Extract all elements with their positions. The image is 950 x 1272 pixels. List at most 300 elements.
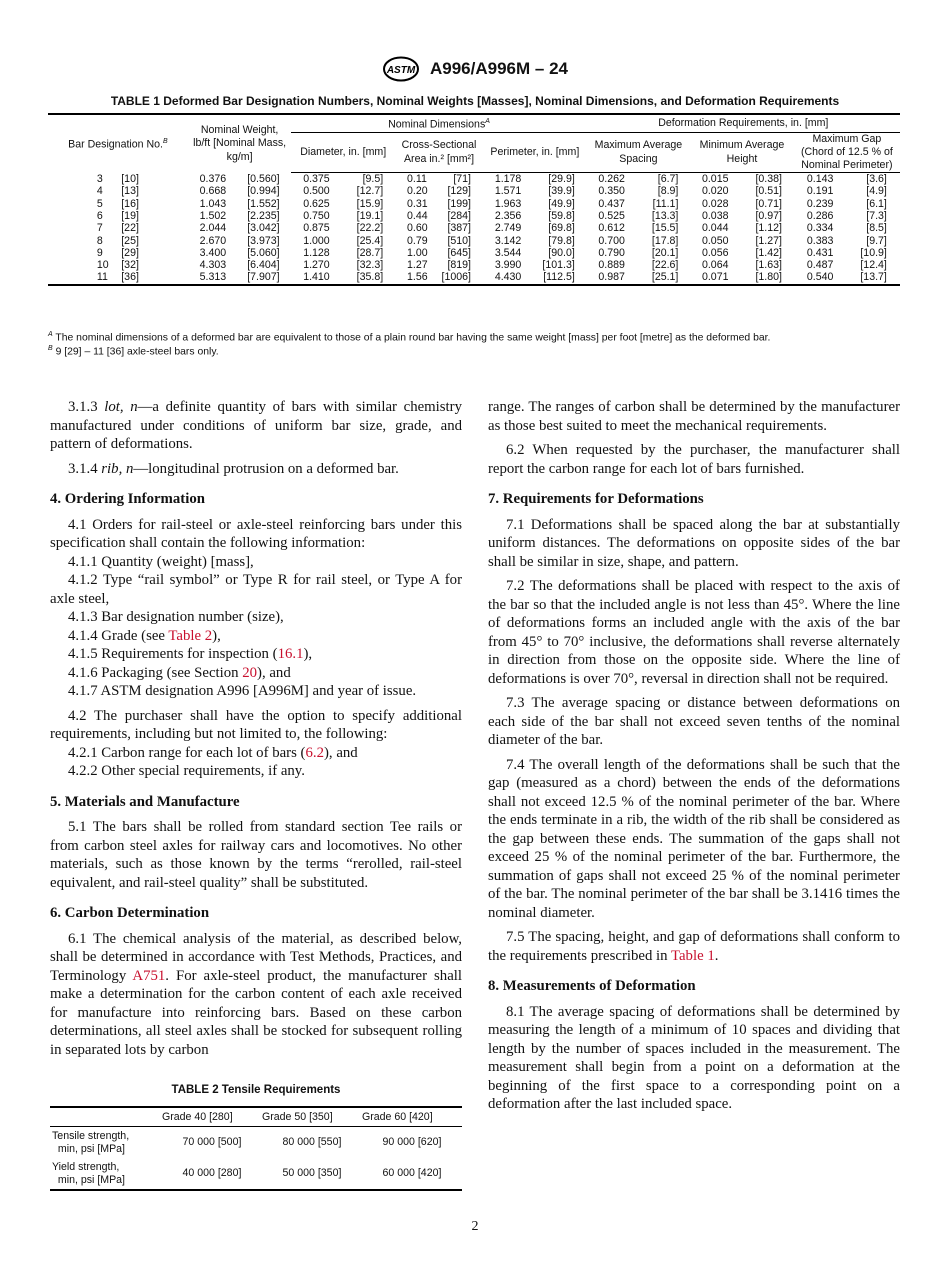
value: 0.525 — [598, 209, 625, 222]
metric-value: [69.8] — [548, 222, 575, 235]
metric-value: [16] — [121, 197, 139, 210]
cross-reference-link[interactable]: 20 — [242, 664, 258, 681]
value: 0.015 — [701, 173, 729, 186]
table-cell — [483, 271, 587, 284]
value: 1.502 — [199, 209, 227, 222]
table-cell: 60 000 [420] — [382, 1167, 442, 1180]
row-label: Yield strength, min, psi [MPa] — [52, 1161, 125, 1186]
paragraph — [50, 571, 462, 608]
cross-reference-link[interactable]: 16.1 — [277, 646, 304, 662]
metric-value: [0.38] — [755, 173, 782, 186]
metric-value: [59.8] — [548, 209, 575, 222]
value: 0.437 — [598, 197, 625, 210]
metric-value: [22.6] — [651, 259, 679, 272]
document-header — [0, 56, 950, 82]
table-cell — [291, 210, 395, 222]
footnote-text: The nominal dimensions of a deformed bar are equivalent to those of a plain round bar having the same weight [mass] per foot [metre] as the deformed bar. — [55, 332, 771, 344]
table-row — [48, 222, 900, 234]
metric-value: [12.4] — [860, 259, 887, 272]
value: 1.00 — [407, 246, 428, 259]
value: 0.60 — [407, 222, 428, 235]
table-cell — [690, 259, 794, 271]
metric-value: [387] — [447, 222, 471, 235]
table-cell: 40 000 [280] — [182, 1167, 242, 1180]
text: 4.2.1 Carbon range for each lot of bars ( — [68, 744, 306, 761]
col-area: Cross-Sectional Area in.² [mm²] — [395, 133, 483, 173]
text: 4.1.2 Type “rail symbol” or Type R for rail steel, or Type A for axle steel, — [50, 572, 462, 607]
paragraph — [488, 441, 900, 478]
table-cell — [690, 235, 794, 247]
text: . For axle-steel product, the manufacturer shall make a determination for the carbon content of each axle received for manufacture into reinforcing bars. Based on these carbon determinations, all steel axles shall be stocked for subsequent rolling in separated lots by carbon — [50, 967, 462, 1058]
text: 4.2.2 Other special requirements, if any. — [68, 763, 305, 779]
col-perimeter: Perimeter, in. [mm] — [483, 133, 587, 173]
page-number: 2 — [471, 1219, 479, 1234]
text: 4.2 The purchaser shall have the option to specify additional requirements, including but not limited to, the following: — [50, 707, 462, 742]
metric-value: [1.80] — [755, 271, 782, 284]
metric-value: [71] — [453, 173, 471, 186]
text: 4.1.6 Packaging (see Section — [68, 664, 243, 681]
table-cell — [188, 259, 292, 271]
col-height: Minimum Average Height — [690, 133, 794, 173]
metric-value: [13] — [121, 185, 139, 198]
value: 0.11 — [407, 173, 427, 186]
column-header: Grade 60 [420] — [362, 1107, 462, 1127]
text: 4. Ordering Information — [50, 491, 205, 507]
text: 4.1 Orders for rail-steel or axle-steel reinforcing bars under this specification shall contain the following information: — [50, 516, 462, 551]
text: 4.1.1 Quantity (weight) [mass], — [68, 553, 254, 570]
metric-value: [25.1] — [651, 271, 679, 284]
value: 0.625 — [303, 197, 330, 210]
value: 2.356 — [494, 209, 522, 222]
value: 0.143 — [806, 173, 834, 186]
metric-value: [3.042] — [247, 222, 280, 235]
value: 1.000 — [303, 234, 330, 247]
value: 0.262 — [598, 173, 625, 186]
table-cell — [48, 210, 188, 222]
table-row — [48, 235, 900, 247]
metric-value: [0.51] — [755, 185, 782, 198]
paragraph — [50, 627, 462, 646]
table-cell — [395, 173, 483, 186]
table-cell: 80 000 [550] — [282, 1136, 342, 1149]
table-cell — [690, 185, 794, 197]
metric-value: [22.2] — [356, 222, 384, 235]
footnote-mark: B — [48, 345, 53, 352]
paragraph — [50, 682, 462, 701]
paragraph — [50, 553, 462, 572]
table-cell — [483, 235, 587, 247]
paragraph — [488, 1003, 900, 1114]
value: 4.303 — [199, 259, 227, 272]
table-row — [48, 259, 900, 271]
metric-value: [90.0] — [548, 246, 575, 259]
paragraph — [50, 398, 462, 454]
metric-value: [3.973] — [247, 234, 280, 247]
table-cell — [483, 185, 587, 197]
table-cell — [48, 185, 188, 197]
table-cell: 50 000 [350] — [282, 1167, 342, 1180]
text: ), — [303, 646, 313, 662]
section-heading — [488, 977, 900, 996]
table-cell — [291, 271, 395, 284]
metric-value: [0.97] — [755, 209, 782, 222]
table-cell — [794, 198, 900, 210]
metric-value: [35.8] — [356, 271, 384, 284]
value: 0.487 — [806, 259, 834, 272]
table2-title: TABLE 2 Tensile Requirements — [171, 1084, 341, 1096]
table-cell — [483, 222, 587, 234]
table-cell — [794, 259, 900, 271]
section-heading — [50, 904, 462, 923]
value: 0.612 — [598, 222, 625, 235]
metric-value: [29] — [121, 246, 139, 259]
value: 0.540 — [806, 271, 834, 284]
text: 7. Requirements for Deformations — [488, 491, 704, 507]
paragraph — [50, 608, 462, 627]
text: 7.5 The spacing, height, and gap of deformations shall conform to the requirements prescribed in — [488, 929, 900, 964]
table-cell — [395, 210, 483, 222]
metric-value: [284] — [447, 209, 471, 222]
value: 0.286 — [806, 209, 834, 222]
table1 — [48, 113, 900, 286]
table-row — [50, 1158, 462, 1190]
value: 2.670 — [199, 234, 227, 247]
metric-value: [4.9] — [866, 185, 887, 198]
paragraph — [50, 744, 462, 763]
paragraph — [488, 928, 900, 965]
metric-value: [15.5] — [651, 222, 679, 235]
value: 2.044 — [199, 222, 227, 235]
value: 1.963 — [494, 197, 522, 210]
table2 — [50, 1106, 462, 1192]
table-cell — [48, 235, 188, 247]
col-gap: Maximum Gap (Chord of 12.5 % of Nominal Perimeter) — [794, 133, 900, 173]
term: rib, n — [101, 460, 134, 477]
value: 5.313 — [199, 271, 227, 284]
table-cell — [188, 185, 292, 197]
column-header — [50, 1107, 162, 1127]
table-cell — [587, 247, 691, 259]
table-cell — [587, 198, 691, 210]
value: 0.20 — [407, 185, 428, 198]
table-row — [50, 1127, 462, 1159]
col-spacing: Maximum Average Spacing — [587, 133, 691, 173]
text: 7.2 The deformations shall be placed with respect to the axis of the bar so that the included angle is not less than 45°. Where the line of deformations forms an included angle with the axis of the bar from 45° to 70° inclusive, the deformations shall reverse alternately in direction from those on the opposite side. Where the line of deformations is over 70°, reversal in direction shall not be required. — [488, 578, 900, 687]
paragraph — [50, 664, 462, 683]
table-cell — [395, 259, 483, 271]
metric-value: [0.71] — [755, 197, 782, 210]
value: 5 — [96, 197, 103, 210]
metric-value: [10] — [121, 172, 139, 185]
text: 8.1 The average spacing of deformations shall be determined by measuring the length of a minimum of 10 spaces and dividing that length by the number of spaces included in the measurement. The measurement shall begin from a point on a deformation at the beginning of the first space to a corresponding point on a deformation after the last included space. — [488, 1003, 900, 1112]
value: 0.31 — [407, 197, 428, 210]
table-row — [48, 271, 900, 284]
value: 11 — [96, 271, 108, 284]
table-cell — [587, 173, 691, 186]
metric-value: [20.1] — [651, 246, 679, 259]
table-cell — [395, 198, 483, 210]
table-cell — [587, 271, 691, 284]
value: 0.050 — [701, 234, 729, 247]
text: ), and — [257, 664, 291, 681]
text: 4.1.5 Requirements for inspection ( — [68, 646, 278, 662]
value: 0.875 — [303, 222, 330, 235]
value: 0.668 — [199, 185, 227, 198]
text: . — [714, 947, 719, 964]
astm-logo-icon — [382, 56, 420, 82]
column-header: Grade 50 [350] — [262, 1107, 362, 1127]
table-cell — [291, 235, 395, 247]
table-cell — [48, 259, 188, 271]
table-cell — [188, 222, 292, 234]
metric-value: [6.1] — [866, 197, 887, 210]
metric-value: [1.552] — [247, 197, 280, 210]
text: 6. Carbon Determination — [50, 905, 210, 921]
metric-value: [0.994] — [247, 185, 280, 198]
cross-reference-link[interactable]: Table 2 — [168, 627, 213, 644]
metric-value: [9.5] — [362, 173, 384, 186]
text: —a definite quantity of bars with similar chemistry manufactured under conditions of uniform bar size, grade, and pattern of deformations. — [50, 399, 462, 452]
table-cell — [794, 247, 900, 259]
footnote-mark: A — [485, 118, 490, 125]
value: 0.500 — [303, 185, 330, 198]
table-cell — [291, 173, 395, 186]
footnote-mark: A — [48, 331, 53, 338]
metric-value: [13.3] — [651, 209, 679, 222]
table1-title: TABLE 1 Deformed Bar Designation Numbers, Nominal Weights [Masses], Nominal Dimensions, and Deformation Requirements — [110, 94, 840, 108]
metric-value: [6.404] — [247, 259, 280, 272]
paragraph — [50, 818, 462, 892]
table-cell — [483, 173, 587, 186]
table-row — [48, 247, 900, 259]
table-cell — [483, 198, 587, 210]
table-cell — [483, 247, 587, 259]
column-header: Grade 40 [280] — [162, 1107, 262, 1127]
table-row — [48, 210, 900, 222]
table-cell — [48, 173, 188, 186]
col-weight: Nominal Weight, lb/ft [Nominal Mass, kg/m] — [193, 123, 287, 163]
table-row — [48, 198, 900, 210]
table-cell — [690, 173, 794, 186]
paragraph — [50, 930, 462, 1060]
metric-value: [32.3] — [356, 259, 384, 272]
table-cell — [291, 222, 395, 234]
value: 4.430 — [494, 271, 522, 284]
table-cell — [690, 198, 794, 210]
value: 1.27 — [407, 259, 428, 272]
table-cell — [690, 271, 794, 284]
metric-value: [36] — [121, 271, 139, 284]
paragraph — [50, 762, 462, 781]
table-cell — [188, 235, 292, 247]
text: range. The ranges of carbon shall be determined by the manufacturer as those best suited to meet the mechanical requirements. — [488, 399, 900, 434]
metric-value: [19] — [121, 209, 139, 222]
metric-value: [32] — [121, 259, 139, 272]
text: 5.1 The bars shall be rolled from standard section Tee rails or from carbon steel axles for railway cars and locomotives. No other materials, such as those known by the terms “rerolled, rail-steel equivalent, and rail-steel quality” shall be substituted. — [50, 819, 462, 891]
text: ), — [212, 627, 221, 644]
value: 0.020 — [701, 185, 729, 198]
metric-value: [17.8] — [651, 234, 679, 247]
value: 9 — [96, 246, 103, 259]
table-cell — [794, 173, 900, 186]
text: 4.1.3 Bar designation number (size), — [68, 609, 284, 625]
metric-value: [2.235] — [247, 209, 280, 222]
value: 1.128 — [303, 246, 330, 259]
table-cell — [188, 198, 292, 210]
table-cell — [48, 198, 188, 210]
text: 3.1.4 — [68, 460, 102, 477]
text: 8. Measurements of Deformation — [488, 978, 696, 994]
metric-value: [22] — [121, 222, 139, 235]
paragraph — [488, 694, 900, 750]
paragraph — [488, 756, 900, 923]
value: 1.410 — [303, 271, 330, 284]
text: 4.1.7 ASTM designation A996 [A996M] and year of issue. — [68, 683, 417, 699]
table-cell — [48, 222, 188, 234]
value: 0.79 — [407, 234, 428, 247]
metric-value: [7.3] — [866, 209, 887, 222]
table-cell — [587, 210, 691, 222]
value: 0.383 — [806, 234, 834, 247]
table-cell — [794, 185, 900, 197]
metric-value: [8.5] — [866, 222, 887, 235]
value: 8 — [96, 234, 103, 247]
value: 0.334 — [806, 222, 834, 235]
value: 0.376 — [199, 172, 227, 185]
row-label: Tensile strength, min, psi [MPa] — [52, 1130, 130, 1155]
right-column — [488, 398, 900, 1120]
left-column — [50, 398, 462, 1191]
value: 3.142 — [494, 234, 522, 247]
value: 2.749 — [494, 222, 522, 235]
value: 0.056 — [701, 246, 729, 259]
table-cell — [48, 247, 188, 259]
svg-text:ASTM: ASTM — [386, 65, 416, 76]
group-deformation-requirements: Deformation Requirements, in. [mm] — [587, 114, 900, 133]
table-cell: 70 000 [500] — [182, 1136, 242, 1149]
metric-value: [1.42] — [755, 246, 782, 259]
table-cell — [291, 185, 395, 197]
value: 0.191 — [806, 185, 834, 198]
term: lot, n — [104, 399, 138, 415]
table-cell — [483, 259, 587, 271]
value: 3.400 — [199, 246, 227, 259]
table-cell — [291, 259, 395, 271]
value: 0.790 — [598, 246, 625, 259]
value: 0.750 — [303, 209, 330, 222]
value: 0.044 — [701, 222, 729, 235]
text: —longitudinal protrusion on a deformed bar. — [133, 460, 399, 477]
metric-value: [0.560] — [247, 172, 280, 185]
value: 3.544 — [494, 246, 522, 259]
metric-value: [7.907] — [247, 271, 280, 284]
document-designation: A996/A996M – 24 — [430, 59, 568, 78]
table-cell — [188, 173, 292, 186]
table-row — [48, 173, 900, 186]
col-diameter: Diameter, in. [mm] — [291, 133, 395, 173]
value: 0.44 — [407, 209, 428, 222]
metric-value: [79.8] — [548, 234, 575, 247]
cross-reference-link[interactable]: Table 1 — [670, 947, 715, 964]
table-cell — [690, 222, 794, 234]
metric-value: [1.63] — [755, 259, 782, 272]
table-cell — [483, 210, 587, 222]
value: 3 — [96, 172, 103, 185]
table-cell — [395, 271, 483, 284]
table-cell — [587, 259, 691, 271]
value: 1.56 — [407, 271, 428, 284]
text: ), and — [324, 744, 358, 761]
metric-value: [6.7] — [657, 173, 679, 186]
paragraph — [50, 707, 462, 744]
value: 0.038 — [701, 209, 729, 222]
text: 7.1 Deformations shall be spaced along the bar at substantially uniform distances. The deformations on opposite sides of the bar shall be similar in size, shape, and pattern. — [488, 516, 900, 570]
text: 6.1 The chemical analysis of the material, as described below, shall be determined in accordance with Test Methods, Practices, and Terminology — [50, 930, 462, 984]
footnote-b — [48, 345, 219, 357]
metric-value: [15.9] — [356, 197, 384, 210]
table-cell — [587, 185, 691, 197]
table-cell — [395, 235, 483, 247]
metric-value: [819] — [447, 259, 471, 272]
text: 5. Materials and Manufacture — [50, 793, 240, 810]
metric-value: [10.9] — [860, 246, 887, 259]
metric-value: [29.9] — [548, 173, 575, 186]
table-cell — [794, 222, 900, 234]
value: 7 — [96, 222, 103, 235]
cross-reference-link[interactable]: A751 — [132, 967, 166, 984]
value: 0.700 — [598, 234, 625, 247]
value: 1.043 — [199, 197, 227, 210]
footnote-text: 9 [29] – 11 [36] axle-steel bars only. — [55, 346, 219, 358]
value: 0.350 — [598, 185, 625, 198]
table-cell — [587, 235, 691, 247]
table-cell — [291, 247, 395, 259]
table-cell — [291, 198, 395, 210]
section-heading — [488, 490, 900, 509]
cross-reference-link[interactable]: 6.2 — [305, 744, 324, 761]
col-bar: Bar Designation No. — [68, 138, 163, 151]
group-nominal-dimensions: Nominal Dimensions — [388, 118, 486, 131]
table-cell — [48, 271, 188, 284]
table-cell — [794, 235, 900, 247]
value: 0.064 — [701, 259, 729, 272]
metric-value: [8.9] — [657, 185, 679, 198]
table-cell — [690, 210, 794, 222]
metric-value: [12.7] — [356, 185, 384, 198]
metric-value: [1.12] — [755, 222, 782, 235]
value: 0.239 — [806, 197, 834, 210]
metric-value: [25] — [121, 234, 139, 247]
metric-value: [1006] — [441, 271, 471, 284]
paragraph — [50, 460, 462, 479]
value: 0.071 — [701, 271, 729, 284]
text: 6.2 When requested by the purchaser, the manufacturer shall report the carbon range for each lot of bars furnished. — [488, 442, 900, 477]
metric-value: [11.1] — [652, 197, 679, 210]
text: 3.1.3 — [68, 399, 105, 415]
metric-value: [510] — [447, 234, 471, 247]
metric-value: [645] — [447, 246, 471, 259]
table-cell — [188, 210, 292, 222]
value: 1.270 — [303, 259, 330, 272]
table-cell — [395, 247, 483, 259]
paragraph — [50, 516, 462, 553]
value: 0.028 — [701, 197, 729, 210]
value: 0.431 — [806, 246, 834, 259]
metric-value: [13.7] — [860, 271, 887, 284]
metric-value: [49.9] — [548, 197, 575, 210]
value: 1.571 — [494, 185, 522, 198]
metric-value: [199] — [447, 197, 471, 210]
